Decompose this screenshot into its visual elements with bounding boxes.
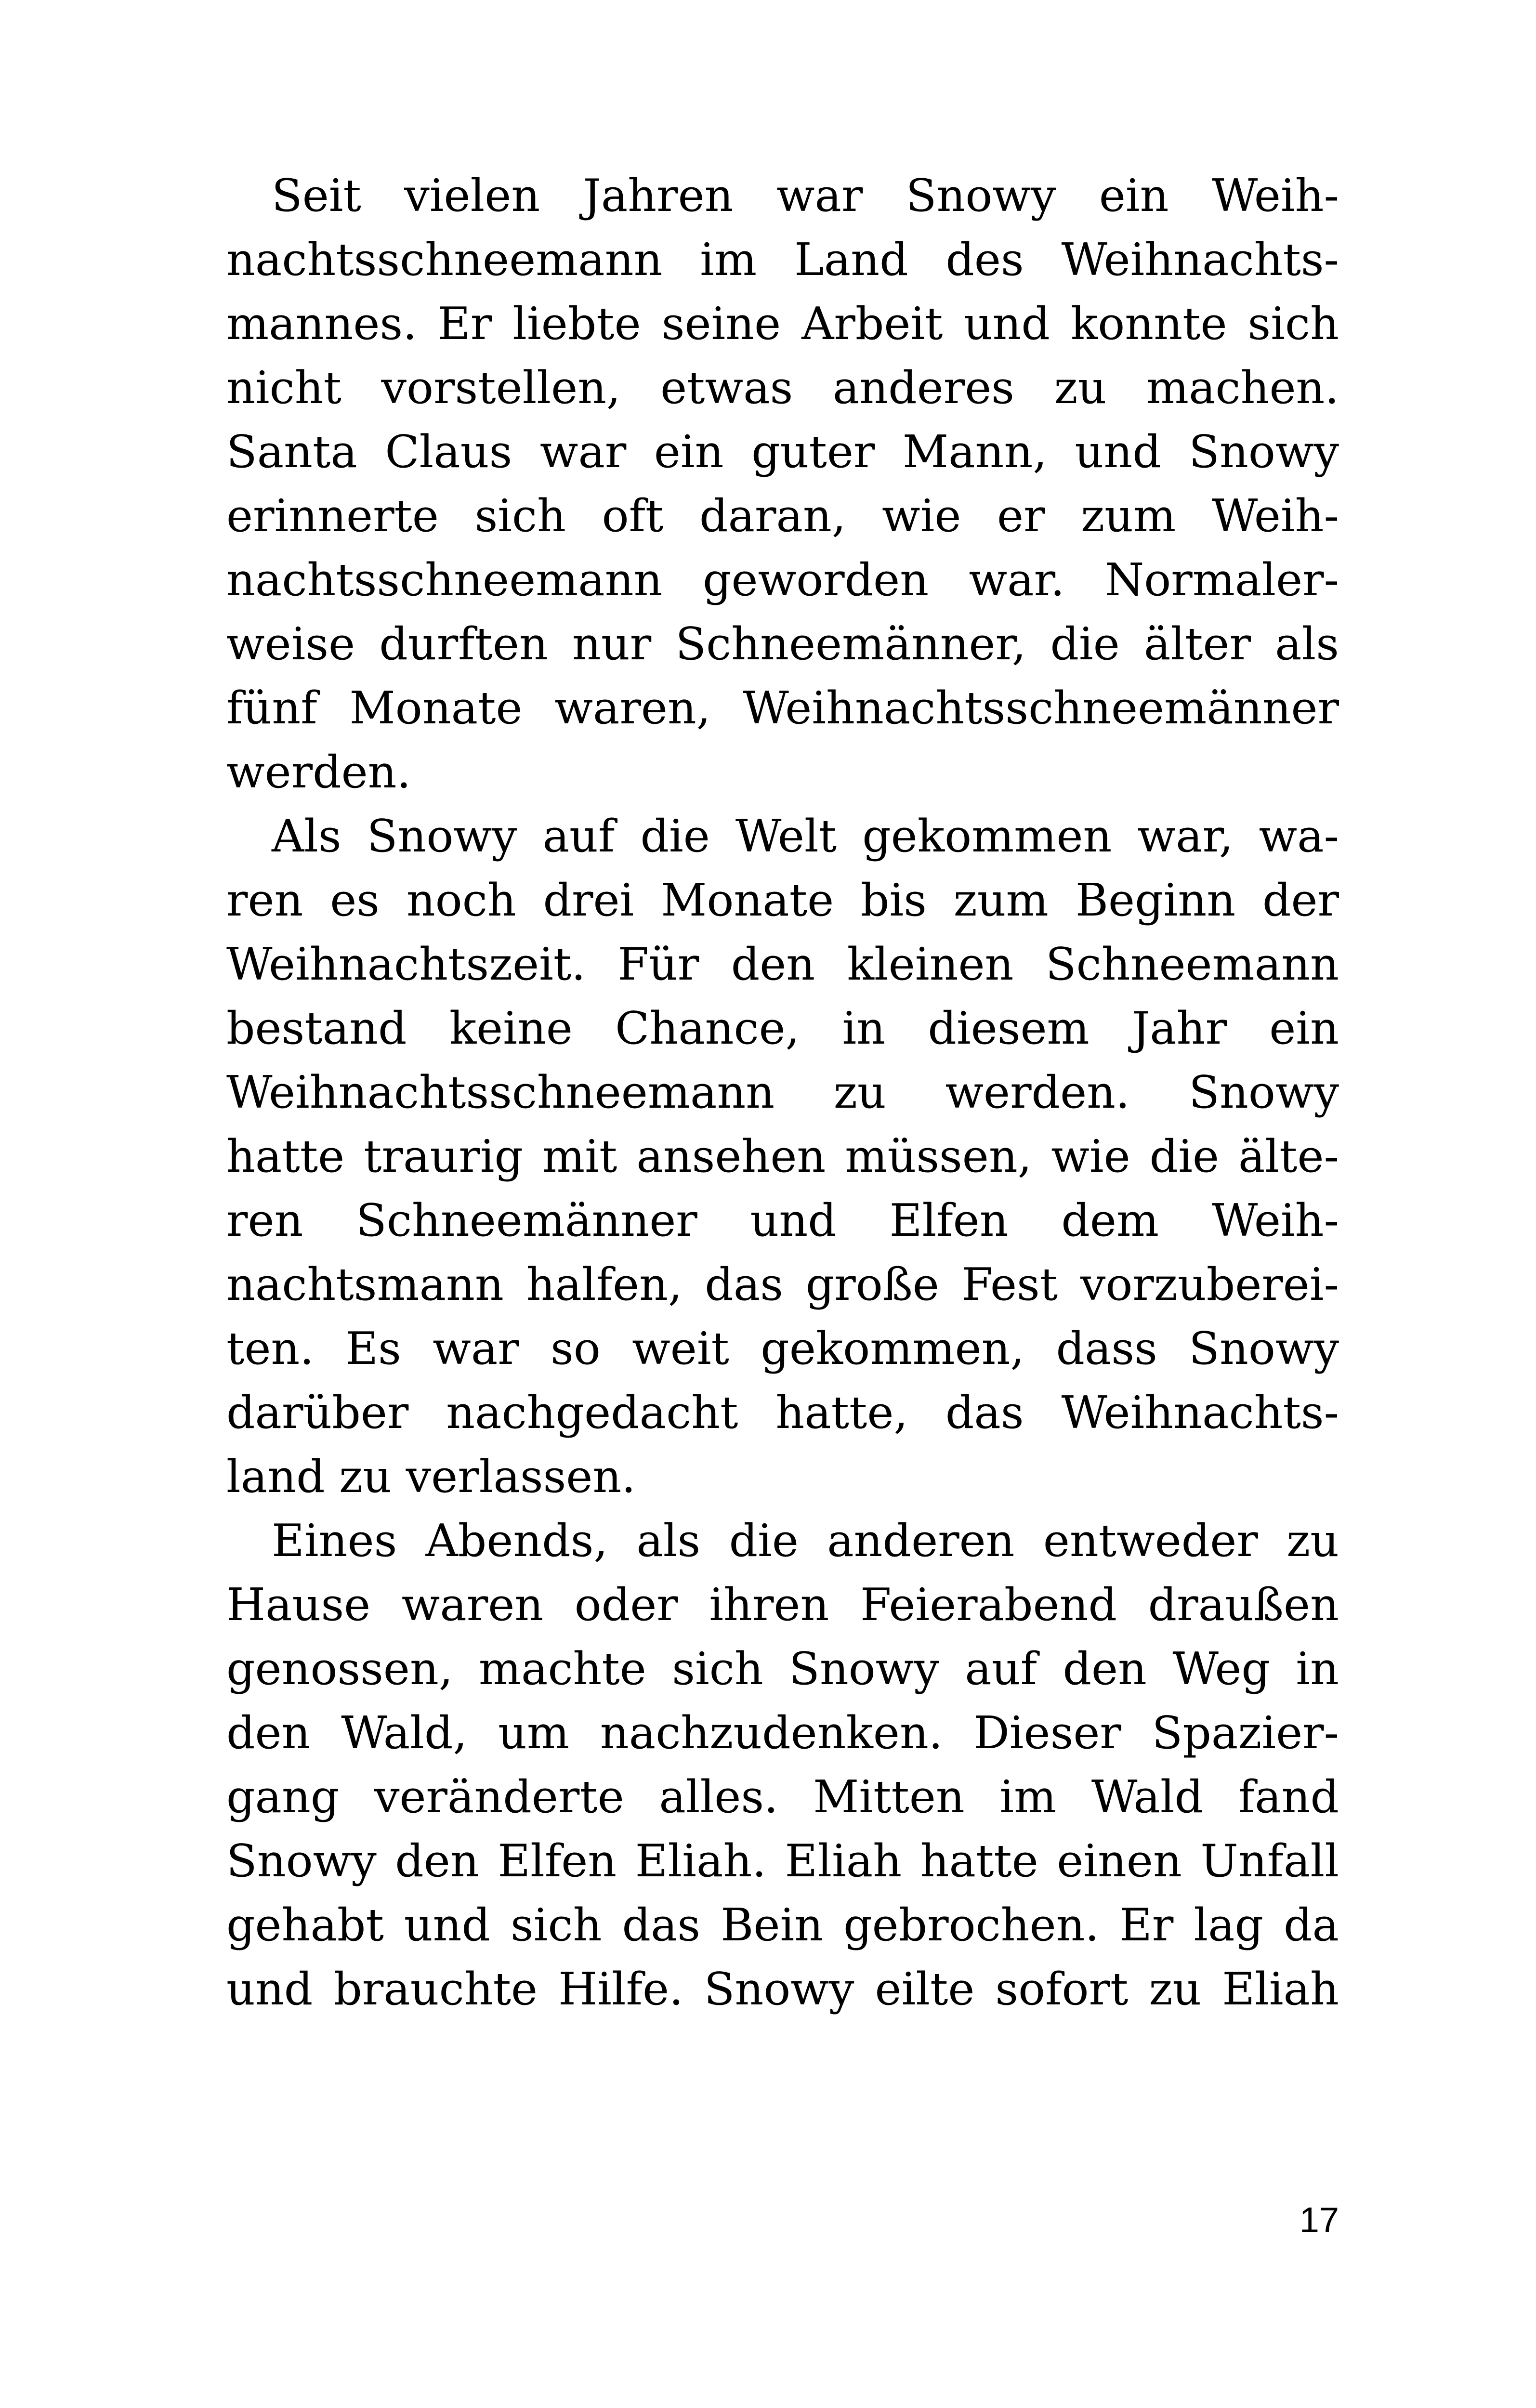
text-line: bestand keine Chance, in diesem Jahr ein <box>226 1002 1339 1054</box>
text-line: werden. <box>226 746 411 798</box>
text-line: Snowy den Elfen Eliah. Eliah hatte einen Unfall <box>226 1835 1339 1887</box>
text-line: Hause waren oder ihren Feierabend draußen <box>226 1579 1339 1631</box>
page-number: 17 <box>1299 2200 1339 2240</box>
body-text <box>226 164 1339 2021</box>
text-line: ten. Es war so weit gekommen, dass Snowy <box>226 1322 1339 1374</box>
text-line: darüber nachgedacht hatte, das Weihnachts- <box>226 1387 1339 1439</box>
text-line: mannes. Er liebte seine Arbeit und konnte sich <box>226 298 1339 350</box>
text-line: fünf Monate waren, Weihnachtsschneemänner <box>226 682 1339 734</box>
text-line: weise durften nur Schneemänner, die älter als <box>226 618 1339 670</box>
text-line: ren Schneemänner und Elfen dem Weih- <box>226 1194 1339 1246</box>
text-line: Weihnachtsschneemann zu werden. Snowy <box>226 1066 1339 1118</box>
text-line: nicht vorstellen, etwas anderes zu machen. <box>226 362 1339 414</box>
text-line: und brauchte Hilfe. Snowy eilte sofort zu Eliah <box>226 1963 1339 2015</box>
text-line: Als Snowy auf die Welt gekommen war, wa- <box>272 810 1339 862</box>
text-line: land zu verlassen. <box>226 1451 636 1503</box>
text-line: nachtsmann halfen, das große Fest vorzuberei- <box>226 1258 1339 1310</box>
text-line: nachtsschneemann geworden war. Normaler- <box>226 554 1339 606</box>
text-line: den Wald, um nachzudenken. Dieser Spazier- <box>226 1707 1339 1759</box>
text-line: hatte traurig mit ansehen müssen, wie die älte- <box>226 1130 1339 1182</box>
text-line: nachtsschneemann im Land des Weihnachts- <box>226 234 1339 286</box>
text-line: erinnerte sich oft daran, wie er zum Weih- <box>226 490 1339 542</box>
text-line: Seit vielen Jahren war Snowy ein Weih- <box>272 170 1339 222</box>
text-line: Weihnachtszeit. Für den kleinen Schneemann <box>226 938 1339 990</box>
text-line: gehabt und sich das Bein gebrochen. Er lag da <box>226 1899 1339 1951</box>
text-line: Eines Abends, als die anderen entweder zu <box>272 1515 1339 1567</box>
text-line: Santa Claus war ein guter Mann, und Snowy <box>226 426 1339 478</box>
text-line: gang veränderte alles. Mitten im Wald fand <box>226 1771 1339 1823</box>
text-line: genossen, machte sich Snowy auf den Weg in <box>226 1643 1339 1695</box>
text-line: ren es noch drei Monate bis zum Beginn der <box>226 874 1339 926</box>
